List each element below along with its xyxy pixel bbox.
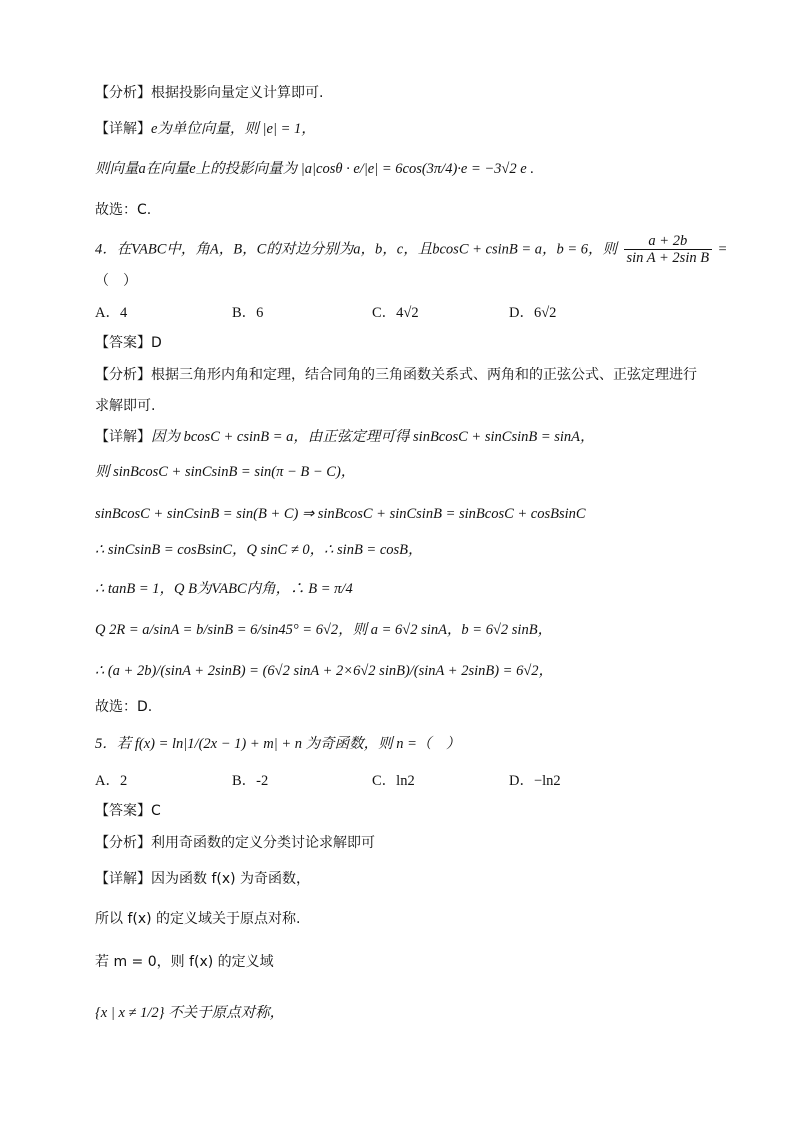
- analysis-text: 根据三角形内角和定理，结合同角的三角函数关系式、两角和的正弦公式、正弦定理进行: [151, 367, 697, 383]
- q5-step-1-text: 所以 f(x) 的定义域关于原点对称.: [95, 911, 301, 927]
- choice-text: 故选：C.: [95, 202, 152, 218]
- analysis-tag: 【分析】: [95, 85, 151, 101]
- question-4-paren: [95, 272, 137, 290]
- detail-line-q4: [95, 428, 595, 446]
- detail-line-q3: [95, 120, 316, 138]
- choice-text: 故选：D.: [95, 699, 153, 715]
- answer-tag: 【答案】: [95, 803, 151, 819]
- answer-line-q4: [95, 334, 162, 352]
- q4-stem-text: 4．在VABC中，角A，B，C的对边分别为a，b，c，且bcosC + csinB = a，b = 6，则: [95, 241, 618, 258]
- answer-text: D: [151, 335, 162, 351]
- q4-frac-den: sin A + 2sin B: [626, 250, 710, 266]
- question-4-stem: [95, 233, 727, 266]
- analysis-line-q5: [95, 834, 375, 852]
- q4-option-a: A．4: [95, 305, 128, 321]
- q5-step-2: [95, 953, 274, 971]
- q4-equals: =: [718, 241, 727, 258]
- detail-tag: 【详解】: [95, 429, 151, 445]
- step-5: [95, 621, 552, 639]
- analysis-tag: 【分析】: [95, 367, 151, 383]
- analysis-text-cont: 求解即可.: [95, 398, 156, 414]
- q4-option-c: C．4√2: [372, 305, 419, 321]
- q5-step-3-text: {x | x ≠ 1/2} 不关于原点对称，: [95, 1005, 285, 1021]
- step-6-text: ∴ (a + 2b)/(sinA + 2sinB) = (6√2 sinA + 2×6√2 sinB)/(sinA + 2sinB) = 6√2，: [95, 663, 554, 679]
- analysis-line-q4-cont: [95, 397, 155, 415]
- answer-text: C: [151, 803, 161, 819]
- detail-tag: 【详解】: [95, 871, 151, 887]
- step-2-text: sinBcosC + sinCsinB = sin(B + C) ⇒ sinBcosC + sinCsinB = sinBcosC + cosBsinC: [95, 506, 586, 522]
- choice-line-q4: [95, 698, 152, 716]
- question-4-options: [95, 304, 695, 322]
- choice-line-q3: [95, 201, 151, 219]
- detail-text: 因为函数 f(x) 为奇函数，: [151, 871, 311, 887]
- q5-option-d: D．−ln2: [509, 773, 561, 789]
- step-4: [95, 580, 353, 598]
- step-6: [95, 662, 553, 680]
- detail-text: 因为 bcosC + csinB = a，由正弦定理可得 sinBcosC + sinCsinB = sinA，: [151, 429, 595, 445]
- step-1: [95, 463, 355, 481]
- q4-paren: （ ）: [95, 273, 137, 289]
- analysis-line-q4: [95, 366, 697, 384]
- analysis-line-q3: [95, 84, 323, 102]
- q4-fraction: [624, 233, 713, 266]
- q5-option-b: B．-2: [232, 773, 269, 789]
- step-4-text: ∴ tanB = 1，Q B为VABC内角，∴ B = π/4: [95, 581, 353, 597]
- answer-tag: 【答案】: [95, 335, 151, 351]
- analysis-tag: 【分析】: [95, 835, 151, 851]
- analysis-text: 根据投影向量定义计算即可.: [151, 85, 324, 101]
- q5-option-c: C．ln2: [372, 773, 415, 789]
- q4-option-d: D．6√2: [509, 305, 557, 321]
- q4-frac-num: a + 2b: [624, 233, 713, 250]
- question-5-options: [95, 772, 695, 790]
- math-unit-vector: e为单位向量，则 |e| = 1，: [151, 121, 316, 137]
- q5-stem-text: 5．若 f(x) = ln|1/(2x − 1) + m| + n 为奇函数，则 n =（ ）: [95, 736, 461, 752]
- step-3-text: ∴ sinCsinB = cosBsinC，Q sinC ≠ 0，∴ sinB = cosB，: [95, 542, 423, 558]
- q5-option-a: A．2: [95, 773, 128, 789]
- step-3: [95, 541, 423, 559]
- q5-step-1: [95, 910, 301, 928]
- q5-step-2-text: 若 m = 0，则 f(x) 的定义域: [95, 954, 274, 970]
- step-5-text: Q 2R = a/sinA = b/sinB = 6/sin45° = 6√2，则 a = 6√2 sinA，b = 6√2 sinB，: [95, 622, 553, 638]
- q5-step-3: [95, 1004, 284, 1022]
- detail-tag: 【详解】: [95, 121, 151, 137]
- q4-option-b: B．6: [232, 305, 264, 321]
- math-projection: 则向量a在向量e上的投影向量为 |a|cosθ · e/|e| = 6cos(3π/4)·e = −3√2 e .: [95, 161, 534, 177]
- projection-line: [95, 160, 534, 178]
- analysis-text: 利用奇函数的定义分类讨论求解即可: [151, 835, 375, 851]
- answer-line-q5: [95, 802, 161, 820]
- step-2: [95, 505, 586, 523]
- question-5-stem: [95, 735, 460, 753]
- detail-line-q5: [95, 870, 310, 888]
- step-1-text: 则 sinBcosC + sinCsinB = sin(π − B − C)，: [95, 464, 356, 480]
